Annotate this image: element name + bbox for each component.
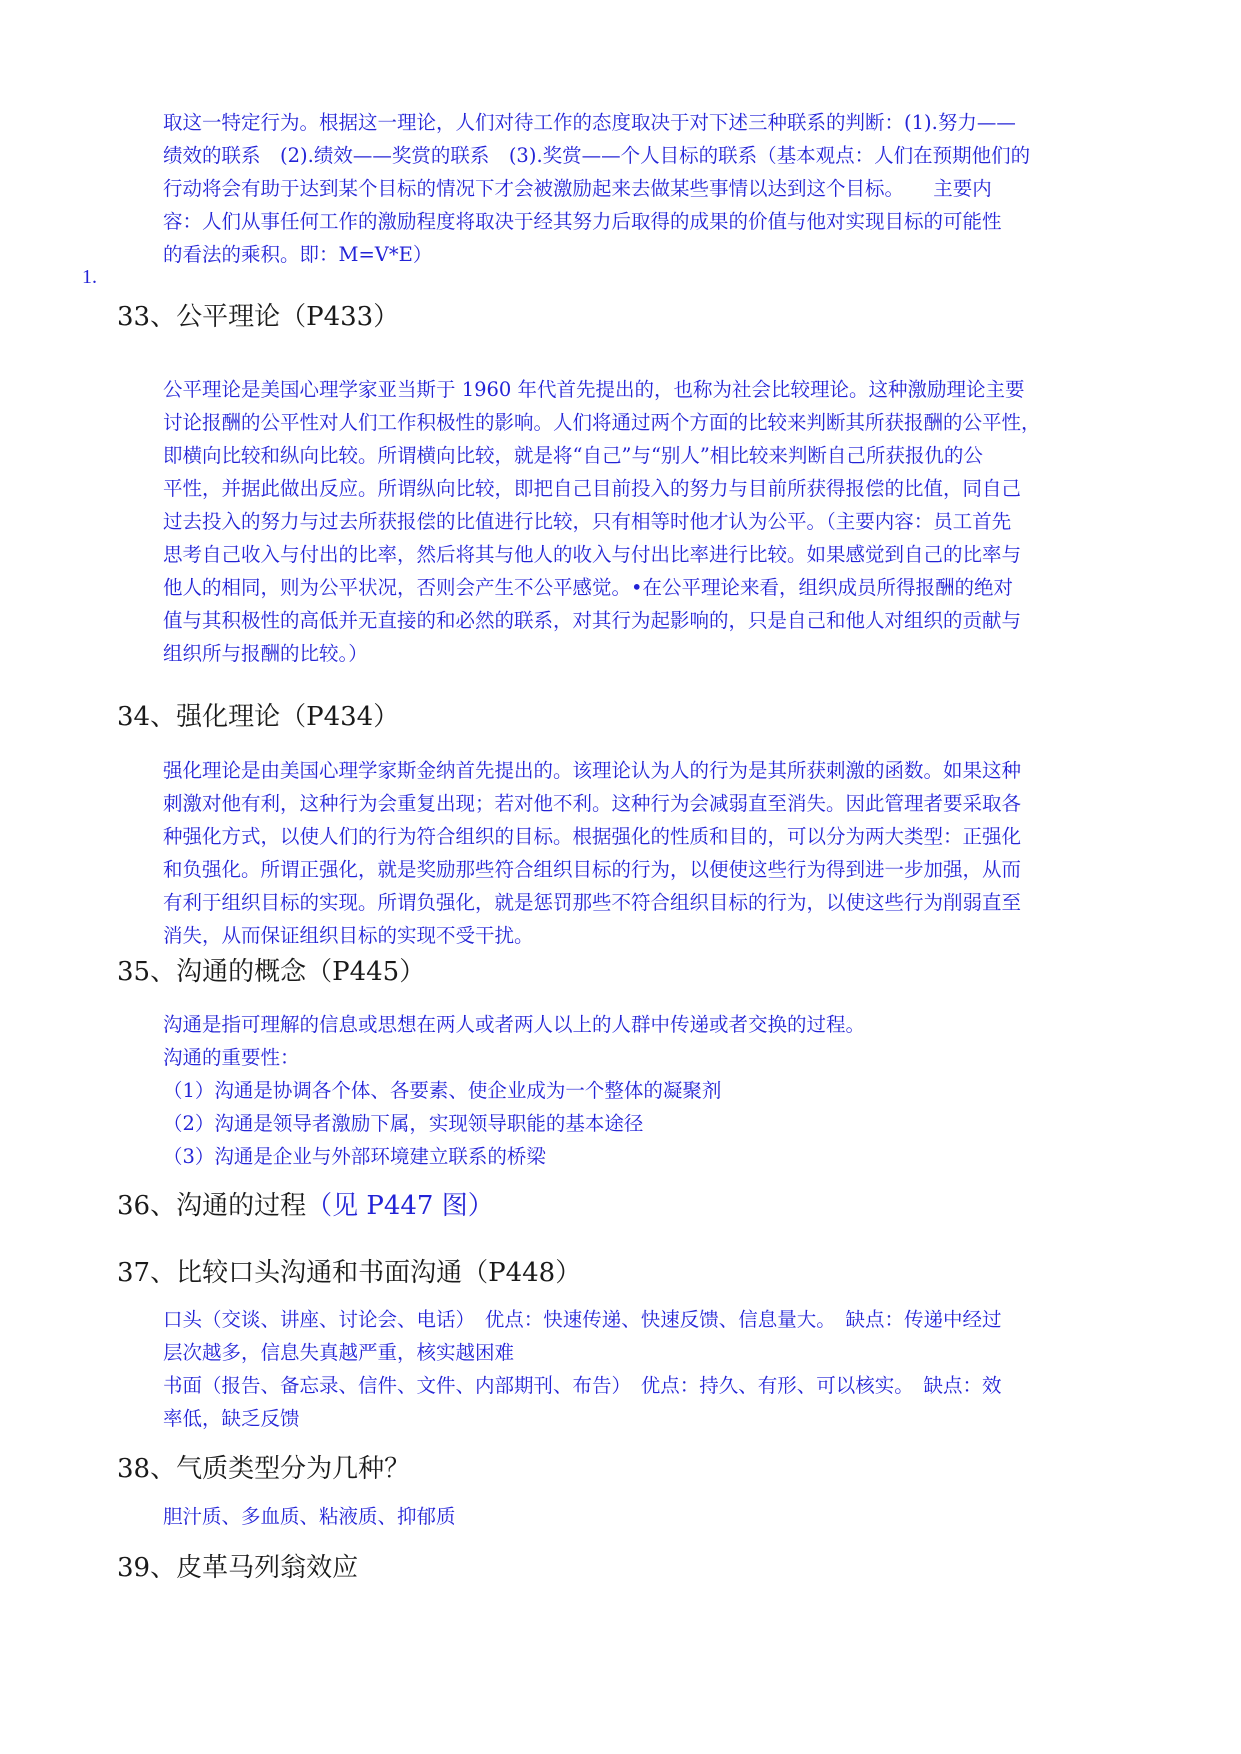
text-line: 讨论报酬的公平性对人们工作积极性的影响。人们将通过两个方面的比较来判断其所获报酬的公平性， — [163, 411, 1041, 434]
intro-paragraph — [163, 106, 1123, 271]
text-line: 书面（报告、备忘录、信件、文件、内部期刊、布告） 优点：持久、有形、可以核实。 缺点：效 — [163, 1374, 1002, 1397]
text-line: 的看法的乘积。即：M=V*E） — [163, 243, 433, 266]
text-line: 平性，并据此做出反应。所谓纵向比较，即把自己目前投入的努力与目前所获得报偿的比值，同自己 — [163, 477, 1022, 500]
text-line: （3）沟通是企业与外部环境建立联系的桥梁 — [163, 1145, 546, 1168]
text-line: 过去投入的努力与过去所获报偿的比值进行比较，只有相等时他才认为公平。（主要内容：员工首先 — [163, 510, 1012, 533]
list-number: 1. — [82, 266, 97, 288]
text-line: 公平理论是美国心理学家亚当斯于 1960 年代首先提出的，也称为社会比较理论。这种激励理论主要 — [163, 378, 1025, 401]
text-line: 绩效的联系 (2).绩效——奖赏的联系 (3).奖赏——个人目标的联系（基本观点：人们在预期他们的 — [163, 144, 1031, 167]
text-line: 沟通的重要性： — [163, 1046, 300, 1069]
text-line: 种强化方式，以使人们的行为符合组织的目标。根据强化的性质和目的，可以分为两大类型：正强化 — [163, 825, 1022, 848]
text-line: 即横向比较和纵向比较。所谓横向比较，就是将“自己”与“别人”相比较来判断自己所获报仇的公 — [163, 444, 983, 467]
section-35-paragraph — [163, 1008, 1123, 1173]
text-line: （1）沟通是协调各个体、各要素、使企业成为一个整体的凝聚剂 — [163, 1079, 722, 1102]
heading-36-reference: （见 P447 图） — [306, 1191, 494, 1221]
text-line: 容：人们从事任何工作的激励程度将取决于经其努力后取得的成果的价值与他对实现目标的可能性 — [163, 210, 1002, 233]
section-heading-38: 38、气质类型分为几种？ — [117, 1454, 411, 1484]
text-line: 取这一特定行为。根据这一理论，人们对待工作的态度取决于对下述三种联系的判断：(1).努力—— — [163, 111, 1016, 134]
heading-36-text: 36、沟通的过程 — [117, 1191, 307, 1221]
section-34-paragraph — [163, 754, 1123, 952]
text-line: 他人的相同，则为公平状况，否则会产生不公平感觉。•在公平理论来看，组织成员所得报酬的绝对 — [163, 576, 1014, 599]
text-line: 有利于组织目标的实现。所谓负强化，就是惩罚那些不符合组织目标的行为，以使这些行为削弱直至 — [163, 891, 1022, 914]
section-37-paragraph — [163, 1303, 1123, 1435]
section-heading-35: 35、沟通的概念（P445） — [117, 957, 426, 987]
text-line: （2）沟通是领导者激励下属，实现领导职能的基本途径 — [163, 1112, 644, 1135]
section-heading-33: 33、公平理论（P433） — [117, 302, 400, 332]
text-line: 消失，从而保证组织目标的实现不受干扰。 — [163, 924, 534, 947]
text-line: 胆汁质、多血质、粘液质、抑郁质 — [163, 1505, 456, 1528]
text-line: 组织所与报酬的比较。） — [163, 642, 368, 665]
text-line: 行动将会有助于达到某个目标的情况下才会被激励起来去做某些事情以达到这个目标。 主要内 — [163, 177, 992, 200]
section-heading-39: 39、皮革马列翁效应 — [117, 1553, 359, 1583]
section-38-paragraph — [163, 1500, 1123, 1533]
section-heading-36 — [117, 1189, 494, 1223]
text-line: 思考自己收入与付出的比率，然后将其与他人的收入与付出比率进行比较。如果感觉到自己的比率与 — [163, 543, 1022, 566]
text-line: 强化理论是由美国心理学家斯金纳首先提出的。该理论认为人的行为是其所获刺激的函数。如果这种 — [163, 759, 1022, 782]
section-33-paragraph — [163, 373, 1123, 670]
text-line: 率低，缺乏反馈 — [163, 1407, 300, 1430]
section-heading-34: 34、强化理论（P434） — [117, 702, 400, 732]
text-line: 刺激对他有利，这种行为会重复出现；若对他不利。这种行为会减弱直至消失。因此管理者要采取各 — [163, 792, 1022, 815]
text-line: 口头（交谈、讲座、讨论会、电话） 优点：快速传递、快速反馈、信息量大。 缺点：传递中经过 — [163, 1308, 1002, 1331]
section-heading-37: 37、比较口头沟通和书面沟通（P448） — [117, 1258, 582, 1288]
text-line: 层次越多，信息失真越严重，核实越困难 — [163, 1341, 515, 1364]
text-line: 和负强化。所谓正强化，就是奖励那些符合组织目标的行为，以便使这些行为得到进一步加强，从而 — [163, 858, 1022, 881]
text-line: 沟通是指可理解的信息或思想在两人或者两人以上的人群中传递或者交换的过程。 — [163, 1013, 866, 1036]
text-line: 值与其积极性的高低并无直接的和必然的联系，对其行为起影响的，只是自己和他人对组织的贡献与 — [163, 609, 1022, 632]
